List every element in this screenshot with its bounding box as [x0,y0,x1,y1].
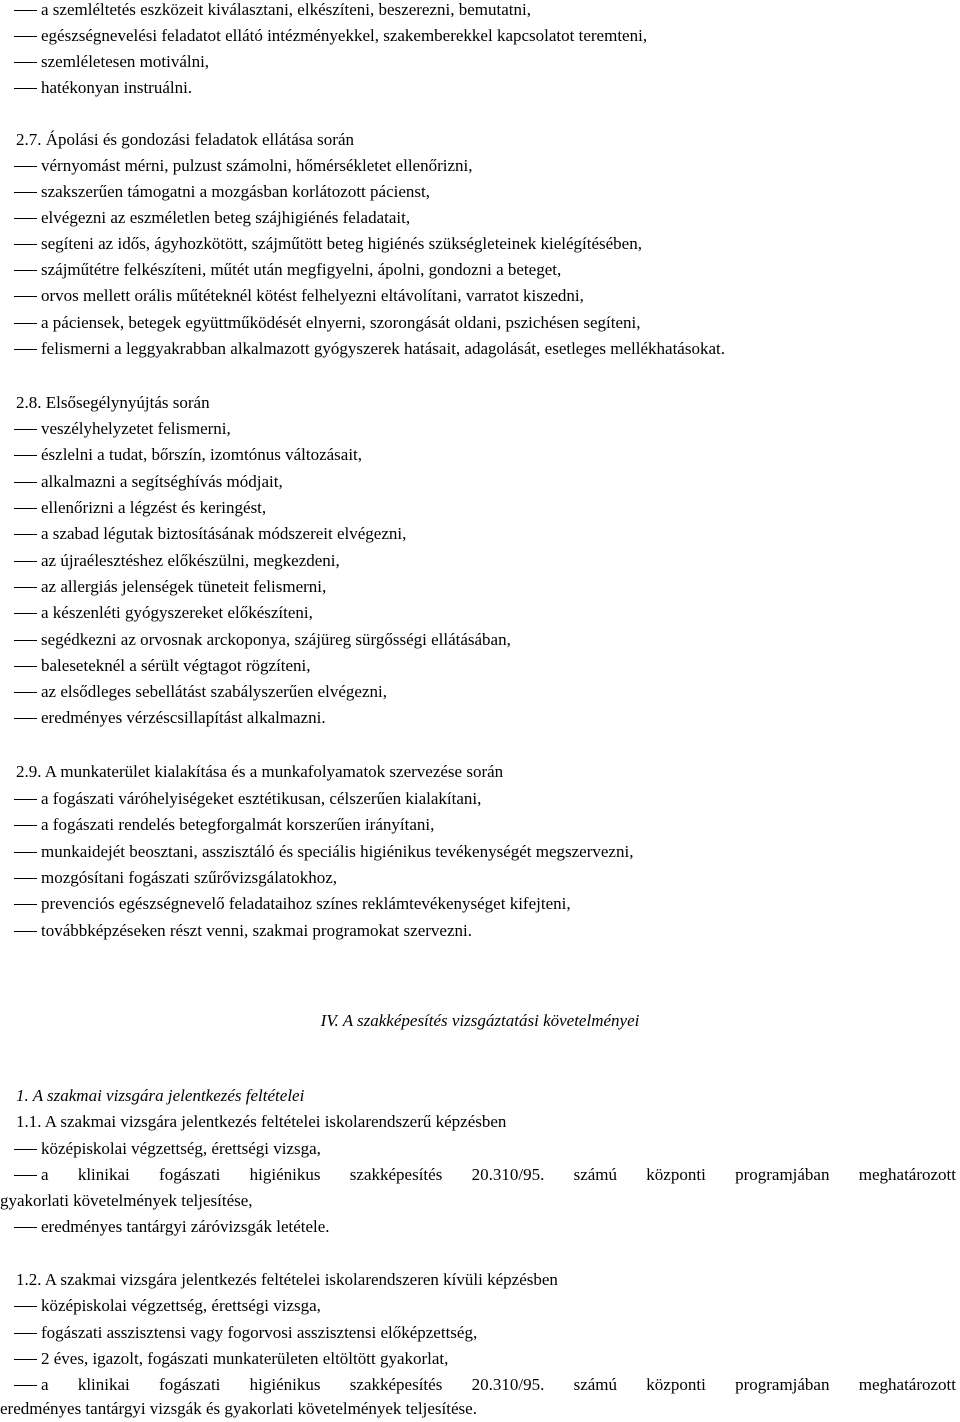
list-item: alkalmazni a segítséghívás módjait, [0,469,960,495]
list-item: a szabad légutak biztosításának módszereit elvégezni, [0,521,960,547]
dash-bullet [14,36,37,37]
list-item: szakszerűen támogatni a mozgásban korlátozott pácienst, [0,179,960,205]
dash-bullet [14,1359,37,1360]
dash-bullet [14,508,37,509]
list-item: hatékonyan instruálni. [0,75,960,101]
section-heading-2-9: 2.9. A munkaterület kialakítása és a munkafolyamatok szervezése során [16,762,504,781]
list-item: az elsődleges sebellátást szabályszerűen elvégezni, [0,679,960,705]
list-item: középiskolai végzettség, érettségi vizsga, [0,1136,960,1162]
dash-bullet [14,613,37,614]
dash-bullet [14,270,37,271]
list-item: vérnyomást mérni, pulzust számolni, hőmérsékletet ellenőrizni, [0,153,960,179]
list-item: baleseteknél a sérült végtagot rögzíteni, [0,653,960,679]
list-item-continuation: eredményes tantárgyi vizsgák és gyakorlati követelmények teljesítése. [0,1399,477,1418]
list-item: egészségnevelési feladatot ellátó intézményekkel, szakemberekkel kapcsolatot teremteni, [0,23,960,49]
subsection-heading-1: 1. A szakmai vizsgára jelentkezés feltételei [16,1086,305,1105]
dash-bullet [14,1306,37,1307]
dash-bullet [14,692,37,693]
list-item: eredményes tantárgyi záróvizsgák letétele. [0,1214,960,1240]
subsection-heading-1-2: 1.2. A szakmai vizsgára jelentkezés feltételei iskolarendszeren kívüli képzésben [16,1270,558,1289]
dash-bullet [14,587,37,588]
list-item: felismerni a leggyakrabban alkalmazott gyógyszerek hatásait, adagolását, esetleges mellékhatásokat. [0,336,960,362]
list-item: a klinikai fogászati higiénikus szakképesítés 20.310/95. számú központi programjában meghatározott [0,1372,960,1398]
dash-bullet [14,166,37,167]
dash-bullet [14,429,37,430]
dash-bullet [14,10,37,11]
subsection-heading-1-1: 1.1. A szakmai vizsgára jelentkezés feltételei iskolarendszerű képzésben [16,1112,507,1131]
list-item: a fogászati rendelés betegforgalmát korszerűen irányítani, [0,812,960,838]
dash-bullet [14,88,37,89]
list-item: az újraélesztéshez előkészülni, megkezdeni, [0,548,960,574]
list-item: veszélyhelyzetet felismerni, [0,416,960,442]
list-item: a készenléti gyógyszereket előkészíteni, [0,600,960,626]
list-item: továbbképzéseken részt venni, szakmai programokat szervezni. [0,918,960,944]
dash-bullet [14,244,37,245]
section-heading-2-8: 2.8. Elsősegélynyújtás során [16,393,210,412]
dash-bullet [14,482,37,483]
list-item: az allergiás jelenségek tüneteit felismerni, [0,574,960,600]
dash-bullet [14,1175,37,1176]
list-item: prevenciós egészségnevelő feladataihoz színes reklámtevékenységet kifejteni, [0,891,960,917]
list-item: eredményes vérzéscsillapítást alkalmazni. [0,705,960,731]
dash-bullet [14,878,37,879]
list-item: fogászati asszisztensi vagy fogorvosi asszisztensi előképzettség, [0,1320,960,1346]
list-item: orvos mellett orális műtéteknél kötést felhelyezni eltávolítani, varratot kiszedni, [0,283,960,309]
dash-bullet [14,1149,37,1150]
list-item-continuation: gyakorlati követelmények teljesítése, [0,1191,253,1210]
dash-bullet [14,718,37,719]
dash-bullet [14,799,37,800]
list-item: szemléletesen motiválni, [0,49,960,75]
list-item: a klinikai fogászati higiénikus szakképesítés 20.310/95. számú központi programjában meghatározott [0,1162,960,1188]
list-item: segíteni az idős, ágyhozkötött, szájműtött beteg higiénés szükségleteinek kielégítésében, [0,231,960,257]
list-item: középiskolai végzettség, érettségi vizsga, [0,1293,960,1319]
list-item: segédkezni az orvosnak arckoponya, szájüreg sürgősségi ellátásában, [0,627,960,653]
dash-bullet [14,349,37,350]
dash-bullet [14,455,37,456]
dash-bullet [14,296,37,297]
list-item: a fogászati váróhelyiségeket esztétikusan, célszerűen kialakítani, [0,786,960,812]
section-heading-2-7: 2.7. Ápolási és gondozási feladatok ellátása során [16,130,355,149]
dash-bullet [14,640,37,641]
list-item: a szemléltetés eszközeit kiválasztani, elkészíteni, beszerezni, bemutatni, [0,0,960,23]
dash-bullet [14,1385,37,1386]
dash-bullet [14,904,37,905]
list-item: mozgósítani fogászati szűrővizsgálatokhoz, [0,865,960,891]
dash-bullet [14,62,37,63]
list-item: ellenőrizni a légzést és keringést, [0,495,960,521]
chapter-title: IV. A szakképesítés vizsgáztatási követelményei [320,1011,640,1030]
dash-bullet [14,931,37,932]
dash-bullet [14,192,37,193]
list-item: 2 éves, igazolt, fogászati munkaterületen eltöltött gyakorlat, [0,1346,960,1372]
list-item: észlelni a tudat, bőrszín, izomtónus változásait, [0,442,960,468]
dash-bullet [14,825,37,826]
dash-bullet [14,666,37,667]
dash-bullet [14,561,37,562]
dash-bullet [14,1333,37,1334]
dash-bullet [14,534,37,535]
dash-bullet [14,852,37,853]
dash-bullet [14,323,37,324]
list-item: a páciensek, betegek együttműködését elnyerni, szorongását oldani, pszichésen segíteni, [0,310,960,336]
list-item: munkaidejét beosztani, asszisztáló és speciális higiénikus tevékenységét megszervezni, [0,839,960,865]
list-item: elvégezni az eszméletlen beteg szájhigiénés feladatait, [0,205,960,231]
list-item: szájműtétre felkészíteni, műtét után megfigyelni, ápolni, gondozni a beteget, [0,257,960,283]
dash-bullet [14,1227,37,1228]
dash-bullet [14,218,37,219]
